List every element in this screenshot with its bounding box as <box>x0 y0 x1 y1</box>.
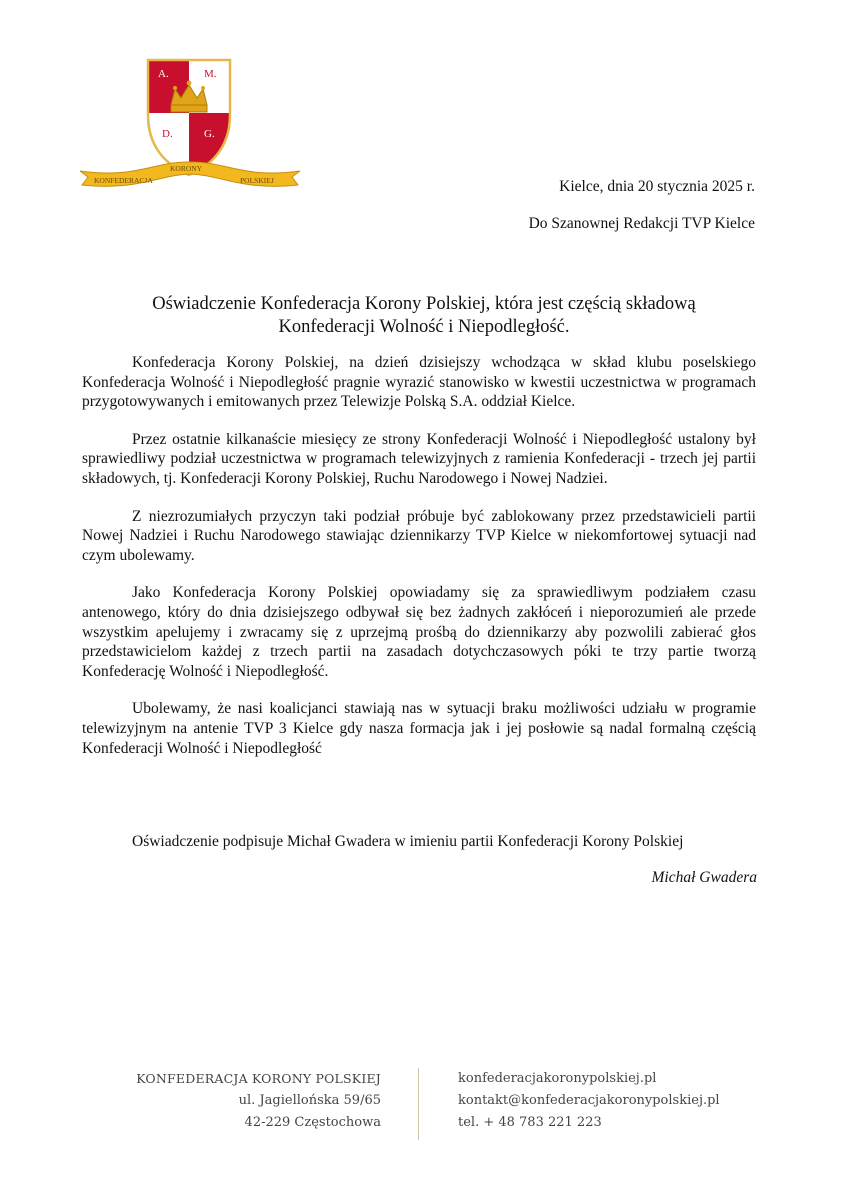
title-line-2: Konfederacji Wolność i Niepodległość. <box>278 317 570 337</box>
place-date: Kielce, dnia 20 stycznia 2025 r. <box>559 178 755 195</box>
body-paragraph: Ubolewamy, że nasi koalicjanci stawiają nas w sytuacji braku możliwości udziału w programie telewizyjnym na antenie TVP 3 Kielce gdy nasza formacja jak i jej posłowie są nadal formalną częścią Konfederacji Wolność i Niepodległość <box>82 700 756 757</box>
footer-address <box>136 1068 381 1134</box>
logo-letter-d: D. <box>162 128 173 140</box>
footer-email-link[interactable]: kontakt@konfederacjakoronypolskiej.pl <box>458 1093 720 1108</box>
signature-name: Michał Gwadera <box>651 869 757 886</box>
footer-divider <box>418 1068 419 1140</box>
footer-website-link[interactable]: konfederacjakoronypolskiej.pl <box>458 1071 657 1086</box>
body-paragraph: Z niezrozumiałych przyczyn taki podział próbuje być zablokowany przez przedstawicieli partii Nowej Nadziei i Ruchu Narodowego stawiając dziennikarzy TVP Kielce w niekomfortowej sytuacji nad czym ubolewamy. <box>82 507 756 564</box>
document-title <box>90 293 758 339</box>
letterhead-footer <box>100 1068 760 1138</box>
letter-body <box>82 353 756 776</box>
body-paragraph: Jako Konfederacja Korony Polskiej opowiadamy się za sprawiedliwym podziałem czasu antenowego, który do dnia dzisiejszego odbywał się bez żadnych zakłóceń i nieporozumień ale przede wszystkim apelujemy i zwracamy się z uprzejmą prośbą do dziennikarzy aby pozwolili zabierać głos przedstawicielom każdej z trzech partii na zasadach dotychczasowych póki te trzy partie tworzą Konfederację Wolność i Niepodległość. <box>82 584 756 680</box>
footer-phone: tel. + 48 783 221 223 <box>458 1115 602 1130</box>
logo-letter-m: M. <box>204 68 217 80</box>
banner-word-korony: KORONY <box>170 164 203 173</box>
body-paragraph: Konfederacja Korony Polskiej, na dzień dzisiejszy wchodząca w skład klubu poselskiego Konfederacja Wolność i Niepodległość pragnie wyrazić stanowisko w kwestii uczestnictwa w programach przygotowywanych i emitowanych przez Telewizje Polską S.A. oddział Kielce. <box>82 354 756 411</box>
logo-letter-g: G. <box>204 128 215 140</box>
footer-street: ul. Jagiellońska 59/65 <box>238 1093 381 1108</box>
party-logo <box>78 55 303 195</box>
footer-contact <box>458 1068 720 1134</box>
recipient-line: Do Szanownej Redakcji TVP Kielce <box>528 215 755 232</box>
footer-organization: KONFEDERACJA KORONY POLSKIEJ <box>136 1071 381 1086</box>
banner-word-konfederacja: KONFEDERACJA <box>94 176 153 185</box>
banner-word-polskiej: POLSKIEJ <box>240 176 274 185</box>
logo-letter-a: A. <box>158 68 169 80</box>
body-paragraph: Przez ostatnie kilkanaście miesięcy ze strony Konfederacji Wolność i Niepodległość ustalony był sprawiedliwy podział uczestnictwa w programach telewizyjnych z ramienia Konfederacji - trzech jej partii składowych, tj. Konfederacji Korony Polskiej, Ruchu Narodowego i Nowej Nadziei. <box>82 430 756 487</box>
signature-statement: Oświadczenie podpisuje Michał Gwadera w imieniu partii Konfederacji Korony Polskiej <box>132 833 684 850</box>
footer-city: 42-229 Częstochowa <box>244 1115 381 1130</box>
title-line-1: Oświadczenie Konfederacja Korony Polskiej, która jest częścią składową <box>152 294 696 314</box>
